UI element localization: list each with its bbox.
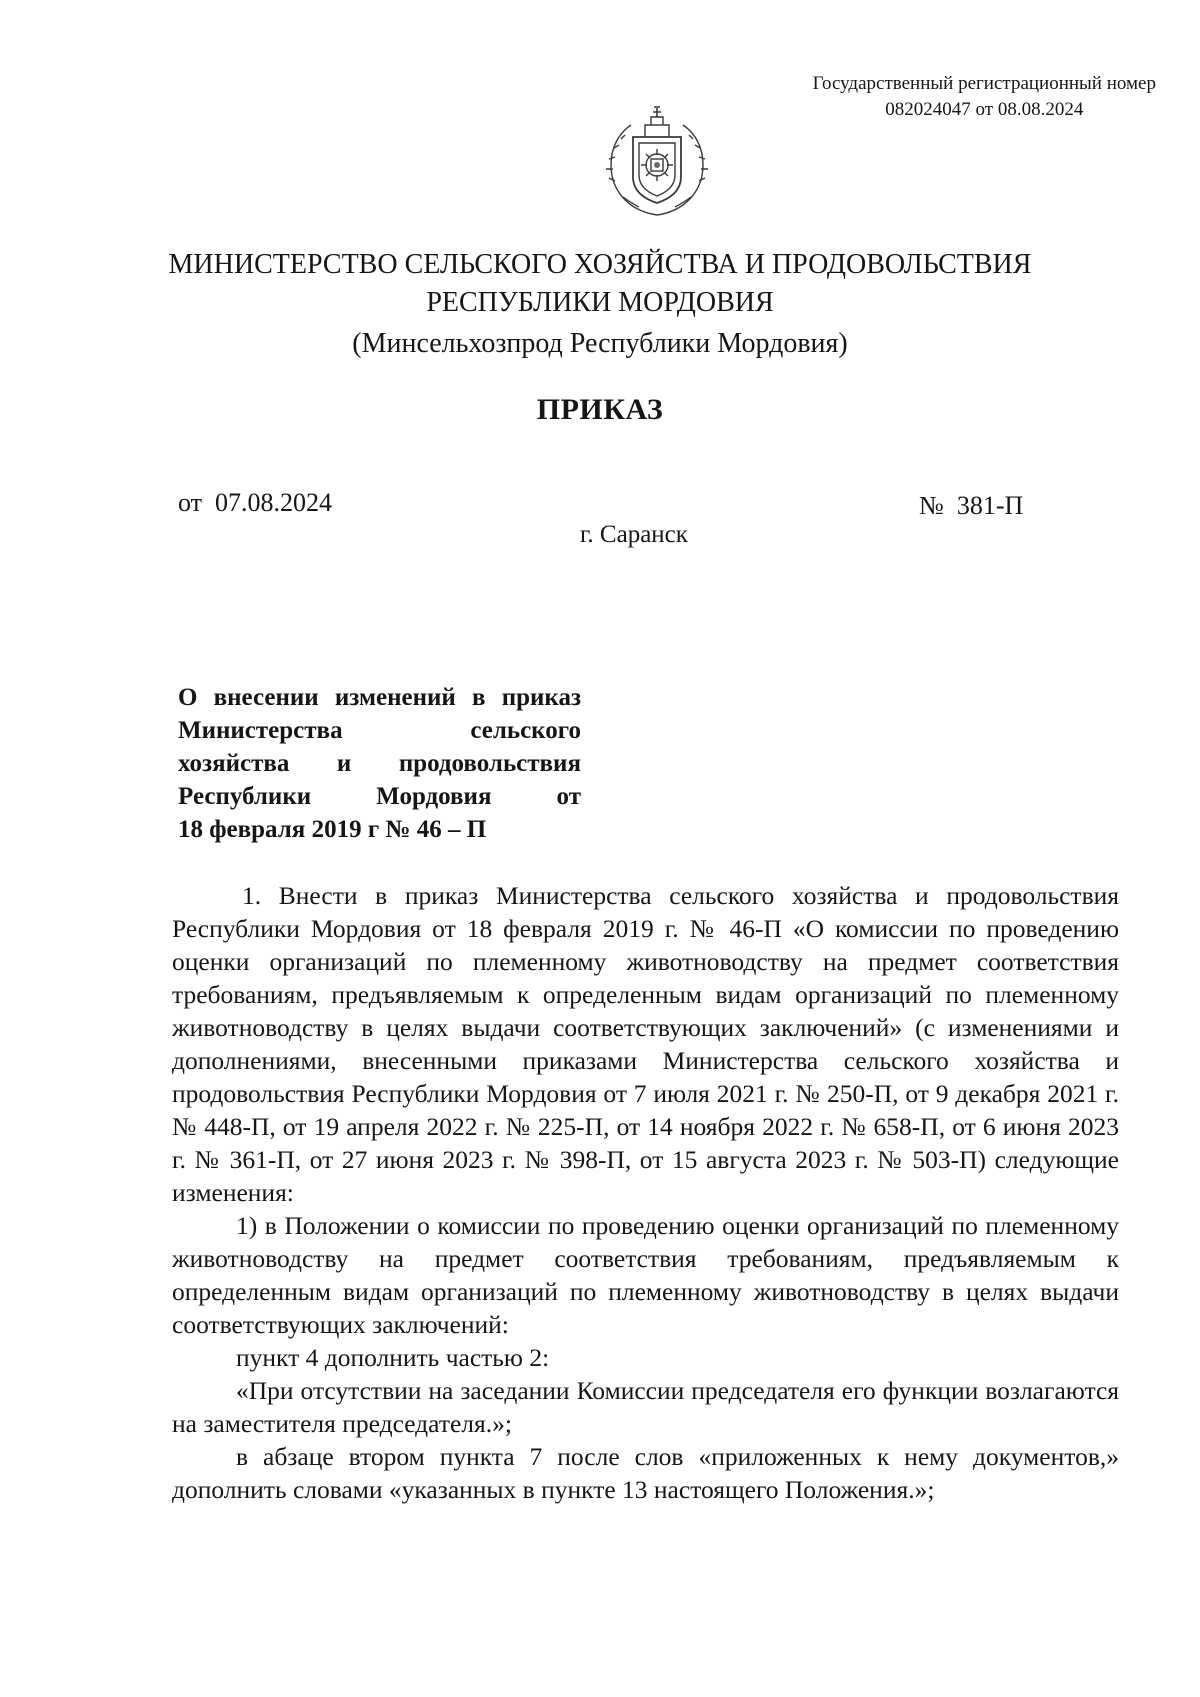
registration-line-2: 082024047 от 08.08.2024 [885,99,1084,120]
document-title: ПРИКАЗ [536,393,664,426]
order-date [178,488,332,518]
registration-number [813,71,1156,123]
subject-line: О внесении изменений в приказ [178,684,581,711]
order-city: г. Саранск [580,521,688,548]
ministry-short-name: (Минсельхозпрод Республики Мордовия) [352,328,848,359]
order-subject [178,681,581,846]
registration-line-1: Государственный регистрационный номер [812,73,1156,94]
body-paragraph: 1. Внести в приказ Министерства сельского хозяйства и продовольствия Республики Мордовия от 18 февраля 2019 г. № 46-П «О комиссии по проведению оценки организаций по племенному животноводству на предмет соответствия требованиям, предъявляемым к определенным видам организаций по племенному животноводству в целях выдачи соответствующих заключений» (с изменениями и дополнениями, внесенными приказами Министерства сельского хозяйства и продовольствия Республики Мордовия от 7 июля 2021 г. № 250-П, от 9 декабря 2021 г. № 448-П, от 19 апреля 2022 г. № 225-П, от 14 ноября 2022 г. № 658-П, от 6 июня 2023 г. № 361-П, от 27 июня 2023 г. № 398-П, от 15 августа 2023 г. № 503-П) следующие изменения: [172,881,1119,1207]
coat-of-arms-icon [601,103,713,223]
subject-line: Республики Мордовия от [178,783,581,810]
body-paragraph: 1) в Положении о комиссии по проведению оценки организаций по племенному животноводству на предмет соответствия требованиям, предъявляемым к определенным видам организаций по племенному животноводству в целях выдачи соответствующих заключений: [172,1211,1119,1339]
subject-line: Министерства сельского [178,717,581,744]
subject-line: 18 февраля 2019 г № 46 – П [178,816,487,843]
order-date-value: 07.08.2024 [215,488,333,517]
ministry-header [160,246,1040,363]
order-number-prefix: № [919,491,944,520]
order-number-value: 381-П [956,491,1024,520]
ministry-name-line-1: МИНИСТЕРСТВО СЕЛЬСКОГО ХОЗЯЙСТВА И ПРОДОВОЛЬСТВИЯ [168,249,1032,280]
body-paragraph: в абзаце втором пункта 7 после слов «приложенных к нему документов,» дополнить словами «указанных в пункте 13 настоящего Положения.»; [172,1442,1119,1504]
order-date-prefix: от [178,488,203,517]
body-paragraph: «При отсутствии на заседании Комиссии председателя его функции возлагаются на заместителя председателя.»; [172,1376,1119,1438]
order-number [919,491,1023,521]
subject-line: хозяйства и продовольствия [178,750,581,777]
ministry-name-line-2: РЕСПУБЛИКИ МОРДОВИЯ [426,287,774,318]
body-paragraph: пункт 4 дополнить частью 2: [236,1343,550,1372]
order-body [172,879,1119,1506]
